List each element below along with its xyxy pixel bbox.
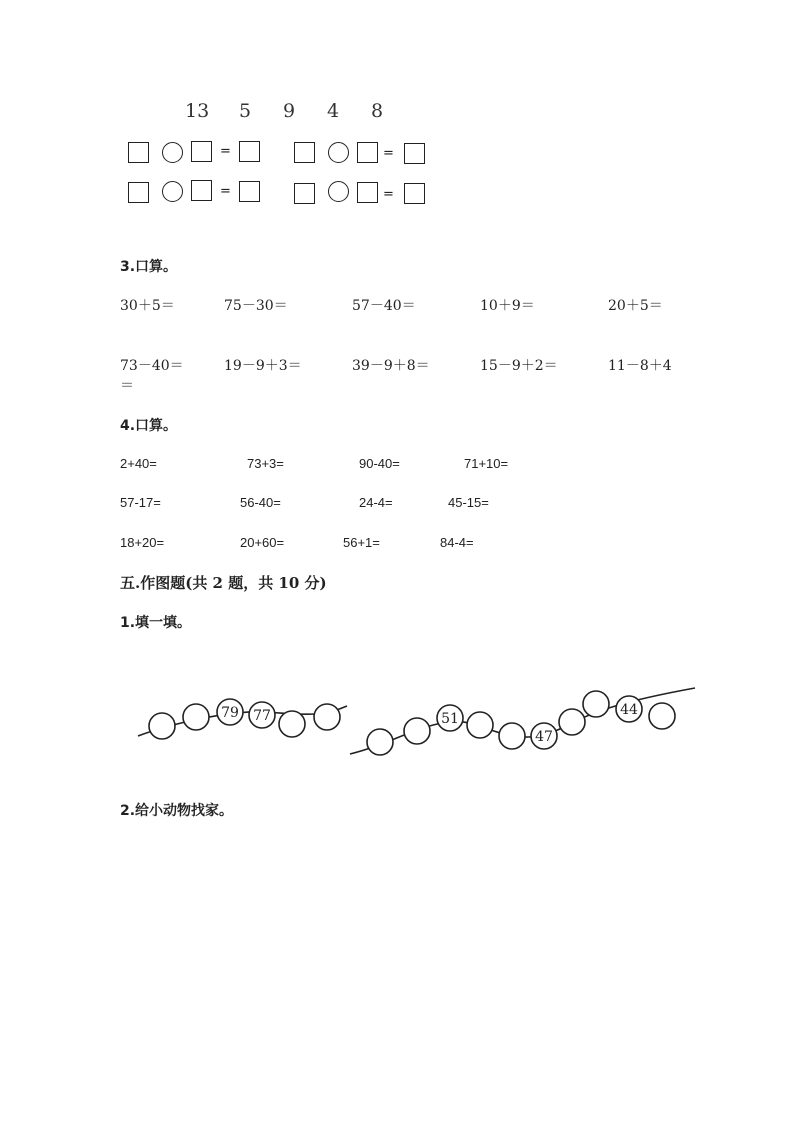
section-5-question-1: 1.填一填。 [120,615,192,631]
exercise: 73－40＝ [120,358,184,374]
answer-box[interactable] [191,141,212,162]
answer-box[interactable] [191,180,212,201]
bead[interactable] [404,718,430,744]
operator-circle[interactable] [328,181,349,202]
exercise: 19－9＋3＝ [224,358,302,374]
exercise: 15－9＋2＝ [480,358,558,374]
answer-box[interactable] [294,142,315,163]
operator-circle[interactable] [328,142,349,163]
exercise: 11－8＋4 [608,358,672,374]
bead[interactable] [149,713,175,739]
bead-label: 51 [441,711,459,727]
exercise: 57-17= [120,495,161,510]
exercise: 39－9＋8＝ [352,358,430,374]
operator-circle[interactable] [162,181,183,202]
exercise: 20+60= [240,535,285,550]
exercise: 20＋5＝ [608,298,663,314]
exercise: 57－40＝ [352,298,416,314]
answer-box[interactable] [128,182,149,203]
equals-sign: = [383,187,394,202]
answer-box[interactable] [128,142,149,163]
operator-circle[interactable] [162,142,183,163]
number-13: 13 [185,100,210,122]
bead[interactable] [467,712,493,738]
question-4-title: 4.口算。 [120,418,178,434]
exercise: 10＋9＝ [480,298,535,314]
exercise: 18+20= [120,535,165,550]
number-5: 5 [239,100,252,122]
equals-sign: = [220,144,231,159]
bead[interactable] [367,729,393,755]
bead[interactable] [314,704,340,730]
answer-box[interactable] [357,142,378,163]
answer-box[interactable] [239,181,260,202]
number-9: 9 [283,100,296,122]
number-8: 8 [371,100,384,122]
bead[interactable] [279,711,305,737]
bead-label: 47 [535,729,553,745]
number-4: 4 [327,100,340,122]
exercise: 56+1= [343,535,380,550]
equals-sign: = [383,146,394,161]
answer-box[interactable] [404,183,425,204]
equals-sign: = [220,184,231,199]
bead[interactable] [583,691,609,717]
section-5-heading: 五.作图题(共 2 题，共 10 分) [120,574,327,592]
exercise: 75－30＝ [224,298,288,314]
section-5-question-2: 2.给小动物找家。 [120,803,234,819]
exercise-wrap: ＝ [120,378,134,394]
bead-chain-diagram [0,680,794,780]
exercise: 73+3= [247,456,284,471]
bead[interactable] [183,704,209,730]
exercise: 90-40= [359,456,400,471]
answer-box[interactable] [357,182,378,203]
exercise: 71+10= [464,456,509,471]
answer-box[interactable] [404,143,425,164]
answer-box[interactable] [239,141,260,162]
question-3-title: 3.口算。 [120,259,178,275]
bead[interactable] [499,723,525,749]
exercise: 45-15= [448,495,489,510]
bead-label: 79 [221,705,239,721]
bead[interactable] [649,703,675,729]
bead-label: 77 [253,708,271,724]
exercise: 84-4= [440,535,474,550]
exercise: 2+40= [120,456,157,471]
answer-box[interactable] [294,183,315,204]
bead[interactable] [559,709,585,735]
exercise: 56-40= [240,495,281,510]
exercise: 30＋5＝ [120,298,175,314]
exercise: 24-4= [359,495,393,510]
bead-label: 44 [620,702,638,718]
